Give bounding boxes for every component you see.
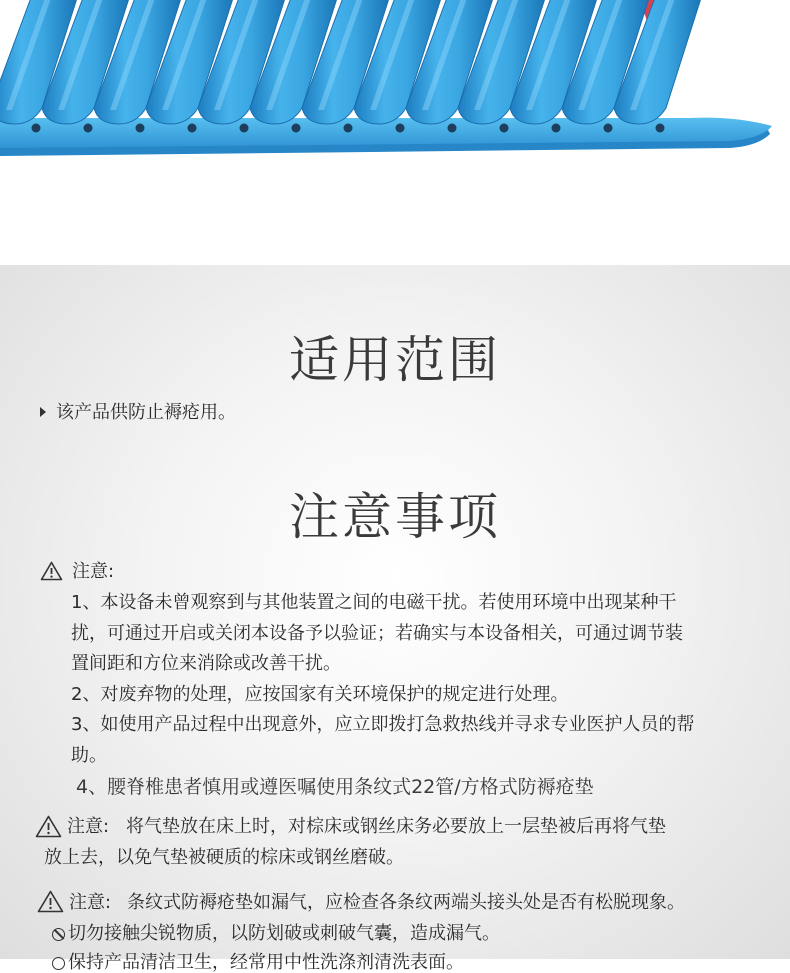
warning3-line3: 保持产品清洁卫生，经常用中性洗涤剂清洗表面。	[68, 952, 464, 973]
mattress-rivet	[84, 124, 93, 133]
info-panel	[0, 265, 790, 973]
mattress-rivet	[656, 124, 665, 133]
mattress-rivet	[448, 124, 457, 133]
notes-title: 注意事项	[289, 488, 501, 546]
scope-title: 适用范围	[289, 331, 501, 389]
warning-triangle-icon	[35, 815, 62, 838]
mattress-rivet	[188, 124, 197, 133]
warning2-line2: 放上去，以免气垫被硬质的棕床或钢丝磨破。	[44, 847, 404, 868]
bullet-arrow-icon	[40, 407, 46, 417]
warning3-line2: 切勿接触尖锐物质，以防划破或刺破气囊，造成漏气。	[68, 923, 500, 944]
note-item-1: 1、本设备未曾观察到与其他装置之间的电磁干扰。若使用环境中出现某种干	[71, 592, 677, 613]
scope-item: 该产品供防止褥疮用。	[56, 402, 236, 423]
mattress-rivet	[344, 124, 353, 133]
note-item-3-cont: 助。	[71, 745, 107, 766]
mattress-illustration	[0, 0, 790, 265]
mattress-rivet	[32, 124, 41, 133]
warning2-line1: 将气垫放在床上时，对棕床或钢丝床务必要放上一层垫被后再将气垫	[126, 816, 666, 837]
mattress-rivet	[396, 124, 405, 133]
mattress-rivet	[500, 124, 509, 133]
prohibited-icon	[52, 928, 65, 941]
note-item-4: 4、腰脊椎患者慎用或遵医嘱使用条纹式22管/方格式防褥疮垫	[76, 776, 594, 798]
note-item-2: 2、对废弃物的处理，应按国家有关环境保护的规定进行处理。	[71, 684, 569, 705]
note-item-1-cont2: 置间距和方位来消除或改善干扰。	[71, 653, 341, 674]
mattress-rivet	[604, 124, 613, 133]
warning-triangle-icon	[40, 561, 63, 581]
mattress-rivet	[136, 124, 145, 133]
note-item-3: 3、如使用产品过程中出现意外，应立即拨打急救热线并寻求专业医护人员的帮	[71, 714, 695, 735]
warning-triangle-icon	[37, 890, 64, 913]
mattress-rivet	[292, 124, 301, 133]
warning2-label: 注意:	[67, 816, 110, 837]
note-label: 注意:	[72, 561, 115, 582]
note-item-1-cont: 扰，可通过开启或关闭本设备予以验证；若确实与本设备相关，可通过调节装	[71, 623, 683, 644]
mattress-photo	[0, 0, 790, 265]
mattress-rivet	[240, 124, 249, 133]
warning3-line1: 条纹式防褥疮垫如漏气，应检查各条纹两端头接头处是否有松脱现象。	[127, 892, 685, 913]
warning3-label: 注意:	[69, 892, 112, 913]
mattress-rivet	[552, 124, 561, 133]
